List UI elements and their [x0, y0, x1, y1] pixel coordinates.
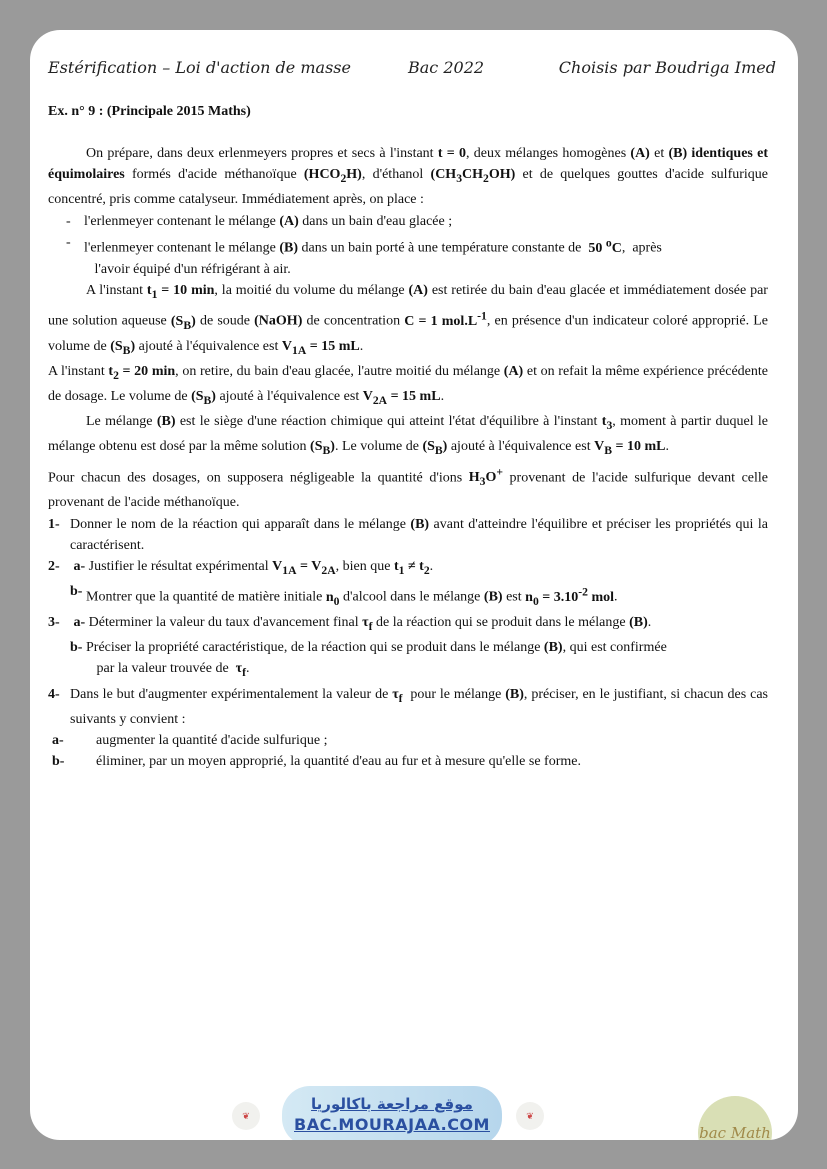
school-logo-icon: ❦ — [516, 1102, 544, 1130]
paragraph: A l'instant $t_1 = 10$ min, la moitié du volume du mélange (A) est retirée du bain d'eau glacée et immédiatement dosée par une solution aqueuse $(S_B)$ de soude (NaOH) de concentration C = 1 $mol.L^{-1}$, en présence d'un indicateur coloré approprié. Le volume de $(S_B)$ ajouté à l'équivalence est $V_{1A} = 15$ mL. A l'instant $t_2 = 20$ min, on retire, du bain d'eau glacée, l'autre moitié du mélange (A) et on refait la même expérience précédente de dosage. Le volume de $(S_B)$ ajouté à l'équivalence est $V_{2A} = 15$ mL. — [48, 283, 769, 408]
site-banner[interactable] — [282, 1086, 502, 1140]
intro-paragraph: On prépare, dans deux erlenmeyers propres et secs à l'instant t = 0, deux mélanges homogènes (A) et (B) identiques et équimolaires formés d'acide méthanoïque $(HCO_2H)$, d'éthanol $(CH_3CH_2OH)$ et de quelques gouttes d'acide sulfurique concentré, pris comme catalyseur. Immédiatement après, on place : — [48, 146, 769, 208]
list-item: - l'erlenmeyer contenant le mélange (A) dans un bain d'eau glacée ; — [66, 213, 453, 229]
paragraph: Pour chacun des dosages, on supposera négligeable la quantité d'ions $H_3O^+$ provenant de l'acide sulfurique devant celle provenant de l'acide méthanoïque. — [48, 465, 768, 511]
exercise-body — [48, 143, 768, 773]
question-4b: b- éliminer, par un moyen approprié, la quantité d'eau au fur et à mesure qu'elle se forme. — [52, 754, 581, 770]
question-2a: 2- a- Justifier le résultat expérimental $V_{1A} = V_{2A}$, bien que $t_1 \ne t_2$. — [48, 559, 434, 577]
list-item: - l'erlenmeyer contenant le mélange (B) dans un bain porté à une température constante de 50 $^o$C, après l'avoir équipé d'un réfrigérant à air. — [66, 234, 662, 277]
bac-math-logo-icon: bac Math — [698, 1096, 772, 1140]
header-topic: Estérification – Loi d'action de masse — [48, 58, 351, 77]
site-url[interactable]: BAC.MOURAJAA.COM — [294, 1115, 490, 1134]
question-3b: b- Préciser la propriété caractéristique, de la réaction qui se produit dans le mélange (B), qui est confirmée par la valeur trouvée de $\tau_f$. — [70, 640, 667, 680]
exercise-title: Ex. n° 9 : (Principale 2015 Maths) — [48, 104, 251, 119]
question-4: 4- Dans le but d'augmenter expérimentalement la valeur de $\tau_f$ pour le mélange (B), préciser, en le justifiant, si chacun des cas suivants y convient : — [48, 686, 769, 727]
site-arabic-name[interactable]: موقع مراجعة باكالوريا — [311, 1095, 473, 1113]
question-3a: 3- a- Déterminer la valeur du taux d'avancement final $\tau_f$ de la réaction qui se produit dans le mélange (B). — [48, 615, 652, 633]
school-logo-icon: ❦ — [232, 1102, 260, 1130]
page-header — [48, 58, 776, 82]
paragraph: Le mélange (B) est le siège d'une réaction chimique qui atteint l'état d'équilibre à l'instant $t_3$, moment à partir duquel le mélange obtenu est dosé par la même solution $(S_B)$. Le volume de $(S_B)$ ajouté à l'équivalence est $V_B = 10$ mL. — [48, 414, 769, 458]
question-2b: b- Montrer que la quantité de matière initiale $n_0$ d'alcool dans le mélange (B) est $n_0 = 3.10^{-2}$ mol. — [70, 584, 618, 608]
document-page — [30, 30, 798, 1140]
header-year: Bac 2022 — [408, 58, 485, 77]
question-4a: a- augmenter la quantité d'acide sulfurique ; — [52, 732, 328, 748]
question-1: 1- Donner le nom de la réaction qui apparaît dans le mélange (B) avant d'atteindre l'équilibre et préciser les propriétés qui la caractérisent. — [48, 516, 768, 553]
header-author: Choisis par Boudriga Imed — [558, 58, 776, 77]
